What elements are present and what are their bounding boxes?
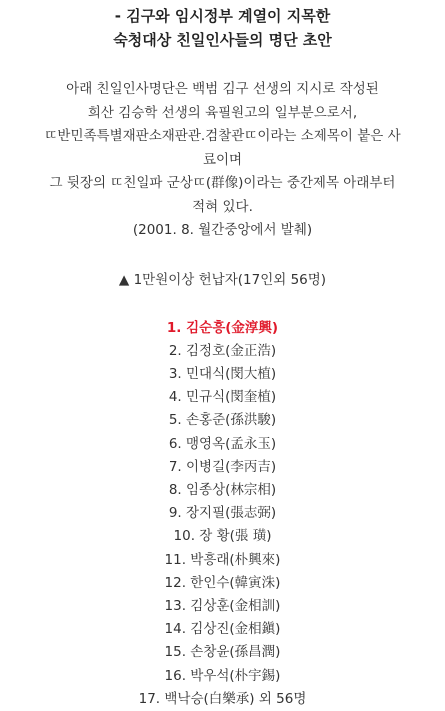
section-heading: ▲ 1만원이상 헌납자(17인외 56명)	[118, 271, 327, 288]
list-item: 16. 박우석(朴宇錫)	[164, 667, 281, 684]
donor-list	[0, 317, 445, 711]
list-item: 13. 김상훈(金相訓)	[164, 597, 281, 614]
document-title	[0, 0, 445, 52]
intro-line: 희산 김승학 선생의 육필원고의 일부분으로서,	[87, 104, 358, 121]
intro-line: 그 뒷장의 ㄸ친일파 군상ㄸ(群像)이라는 중간제목 아래부터	[49, 175, 396, 191]
intro-line: 적혀 있다.	[192, 198, 253, 215]
list-item: 14. 김상진(金相鎭)	[164, 621, 281, 638]
intro-line: (2001. 8. 월간중앙에서 발췌)	[132, 222, 313, 238]
list-item: 17. 백낙승(白樂承) 외 56명	[138, 690, 307, 707]
list-item: 7. 이병길(李丙吉)	[168, 458, 277, 475]
list-item: 11. 박흥래(朴興來)	[164, 551, 281, 568]
intro-paragraph	[0, 78, 445, 243]
list-item: 2. 김정호(金正浩)	[168, 342, 277, 359]
list-item: 6. 맹영옥(孟永玉)	[168, 435, 277, 452]
list-item: 5. 손홍준(孫洪駿)	[168, 412, 277, 429]
list-item: 4. 민규식(閔奎植)	[168, 389, 277, 406]
list-item: 8. 임종상(林宗相)	[168, 481, 277, 498]
list-item: 10. 장 황(張 璜)	[173, 528, 272, 545]
list-item: 3. 민대식(閔大植)	[168, 365, 277, 382]
title-line-2: 숙청대상 친일인사들의 명단 초안	[113, 31, 332, 49]
intro-line: 료이며	[202, 151, 243, 168]
list-item: 15. 손창윤(孫昌潤)	[164, 644, 281, 661]
list-item: 9. 장지필(張志弼)	[168, 505, 277, 522]
list-item: 1. 김순흥(金淳興)	[166, 319, 279, 336]
intro-line: 아래 친일인사명단은 백범 김구 선생의 지시로 작성된	[66, 81, 379, 97]
list-item: 12. 한인수(韓寅洙)	[164, 574, 281, 591]
intro-line: ㄸ반민족특별재판소재판관.검찰관ㄸ이라는 소제목이 붙은 사	[44, 128, 401, 144]
title-line-1: - 김구와 임시정부 계열이 지목한	[114, 7, 331, 25]
